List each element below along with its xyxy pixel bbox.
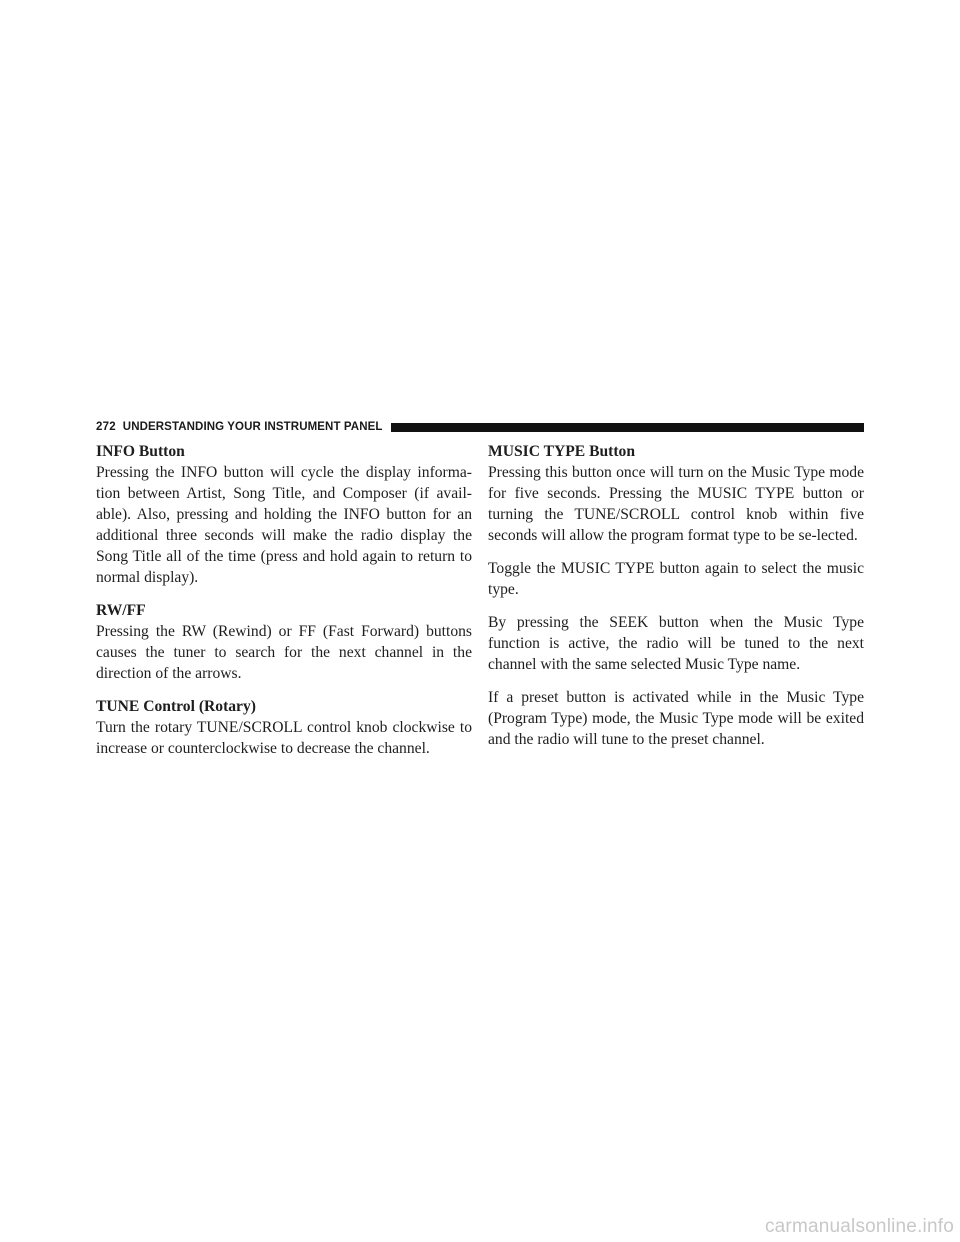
left-column <box>96 441 472 771</box>
paragraph: If a preset button is activated while in the Music Type (Program Type) mode, the Music Type mode will be exited and the radio will tune to the preset channel. <box>488 689 864 748</box>
section-info-button <box>96 441 472 588</box>
paragraph: By pressing the SEEK button when the Music Type function is active, the radio will be tuned to the next channel with the same selected Music Type name. <box>488 614 864 673</box>
right-column <box>488 441 864 762</box>
watermark: carmanualsonline.info <box>764 1216 954 1237</box>
section-heading: TUNE Control (Rotary) <box>96 698 256 715</box>
section-heading: MUSIC TYPE Button <box>488 443 636 460</box>
section-heading: RW/FF <box>96 602 146 619</box>
page-header <box>96 420 864 434</box>
header-rule <box>391 423 865 432</box>
section-heading: INFO Button <box>96 443 185 460</box>
section-music-type-button <box>488 441 864 750</box>
section-title: UNDERSTANDING YOUR INSTRUMENT PANEL <box>122 421 383 433</box>
paragraph: Turn the rotary TUNE/SCROLL control knob clockwise to increase or counterclockwise to decrease the channel. <box>96 719 472 757</box>
paragraph: Pressing the RW (Rewind) or FF (Fast Forward) buttons causes the tuner to search for the next channel in the direction of the arrows. <box>96 623 472 682</box>
page-number: 272 <box>96 421 116 433</box>
paragraph: Toggle the MUSIC TYPE button again to select the music type. <box>488 560 864 598</box>
paragraph: Pressing this button once will turn on the Music Type mode for five seconds. Pressing the MUSIC TYPE button or turning the TUNE/SCROLL control knob within five seconds will allow the program format type to be se-lected. <box>488 464 864 544</box>
paragraph: Pressing the INFO button will cycle the display informa-tion between Artist, Song Title, and Composer (if avail-able). Also, pressing and holding the INFO button for an additional three seconds will make the radio display the Song Title all of the time (press and hold again to return to normal display). <box>96 464 472 586</box>
section-rw-ff <box>96 600 472 684</box>
section-tune-control <box>96 696 472 759</box>
